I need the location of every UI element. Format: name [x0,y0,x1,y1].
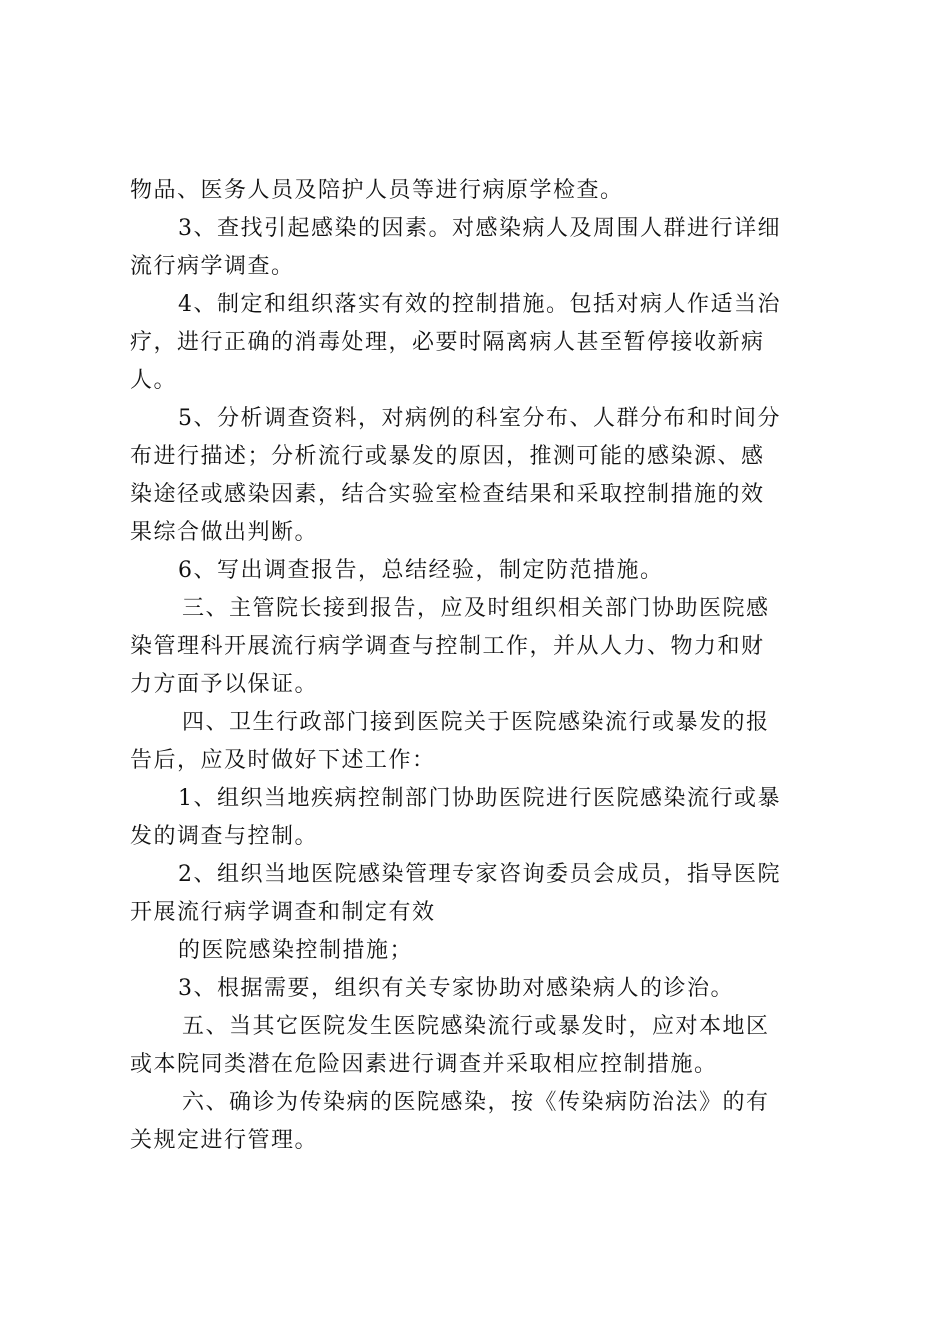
text-line: 染途径或感染因素，结合实验室检查结果和采取控制措施的效 [130,482,765,507]
text-line: 力方面予以保证。 [130,672,319,697]
text-line: 3、根据需要，组织有关专家协助对感染病人的诊治。 [178,976,734,1001]
text-line: 五、当其它医院发生医院感染流行或暴发时，应对本地区 [182,1014,770,1039]
text-line: 4、制定和组织落实有效的控制措施。包括对病人作适当治 [178,292,781,317]
text-line: 关规定进行管理。 [130,1128,319,1153]
text-line: 开展流行病学调查和制定有效 [130,900,436,925]
text-line: 或本院同类潜在危险因素进行调查并采取相应控制措施。 [130,1052,718,1077]
text-line: 人。 [130,368,178,393]
text-line: 物品、医务人员及陪护人员等进行病原学检查。 [130,178,624,203]
document-body [130,172,830,1160]
text-line: 的医院感染控制措施； [178,938,414,963]
text-line: 三、主管院长接到报告，应及时组织相关部门协助医院感 [182,596,770,621]
text-line: 六、确诊为传染病的医院感染，按《传染病防治法》的有 [182,1090,770,1115]
text-line: 流行病学调查。 [130,254,295,279]
text-line: 四、卫生行政部门接到医院关于医院感染流行或暴发的报 [182,710,770,735]
text-line: 发的调查与控制。 [130,824,319,849]
text-line: 布进行描述；分析流行或暴发的原因，推测可能的感染源、感 [130,444,765,469]
text-line: 1、组织当地疾病控制部门协助医院进行医院感染流行或暴 [178,786,781,811]
text-line: 2、组织当地医院感染管理专家咨询委员会成员，指导医院 [178,862,781,887]
text-line: 果综合做出判断。 [130,520,319,545]
text-line: 3、查找引起感染的因素。对感染病人及周围人群进行详细 [178,216,781,241]
text-line: 疗，进行正确的消毒处理，必要时隔离病人甚至暂停接收新病 [130,330,765,355]
text-line: 5、分析调查资料，对病例的科室分布、人群分布和时间分 [178,406,781,431]
text-line: 6、写出调查报告，总结经验，制定防范措施。 [178,558,664,583]
text-line: 染管理科开展流行病学调查与控制工作，并从人力、物力和财 [130,634,765,659]
text-line: 告后，应及时做好下述工作： [130,748,436,773]
